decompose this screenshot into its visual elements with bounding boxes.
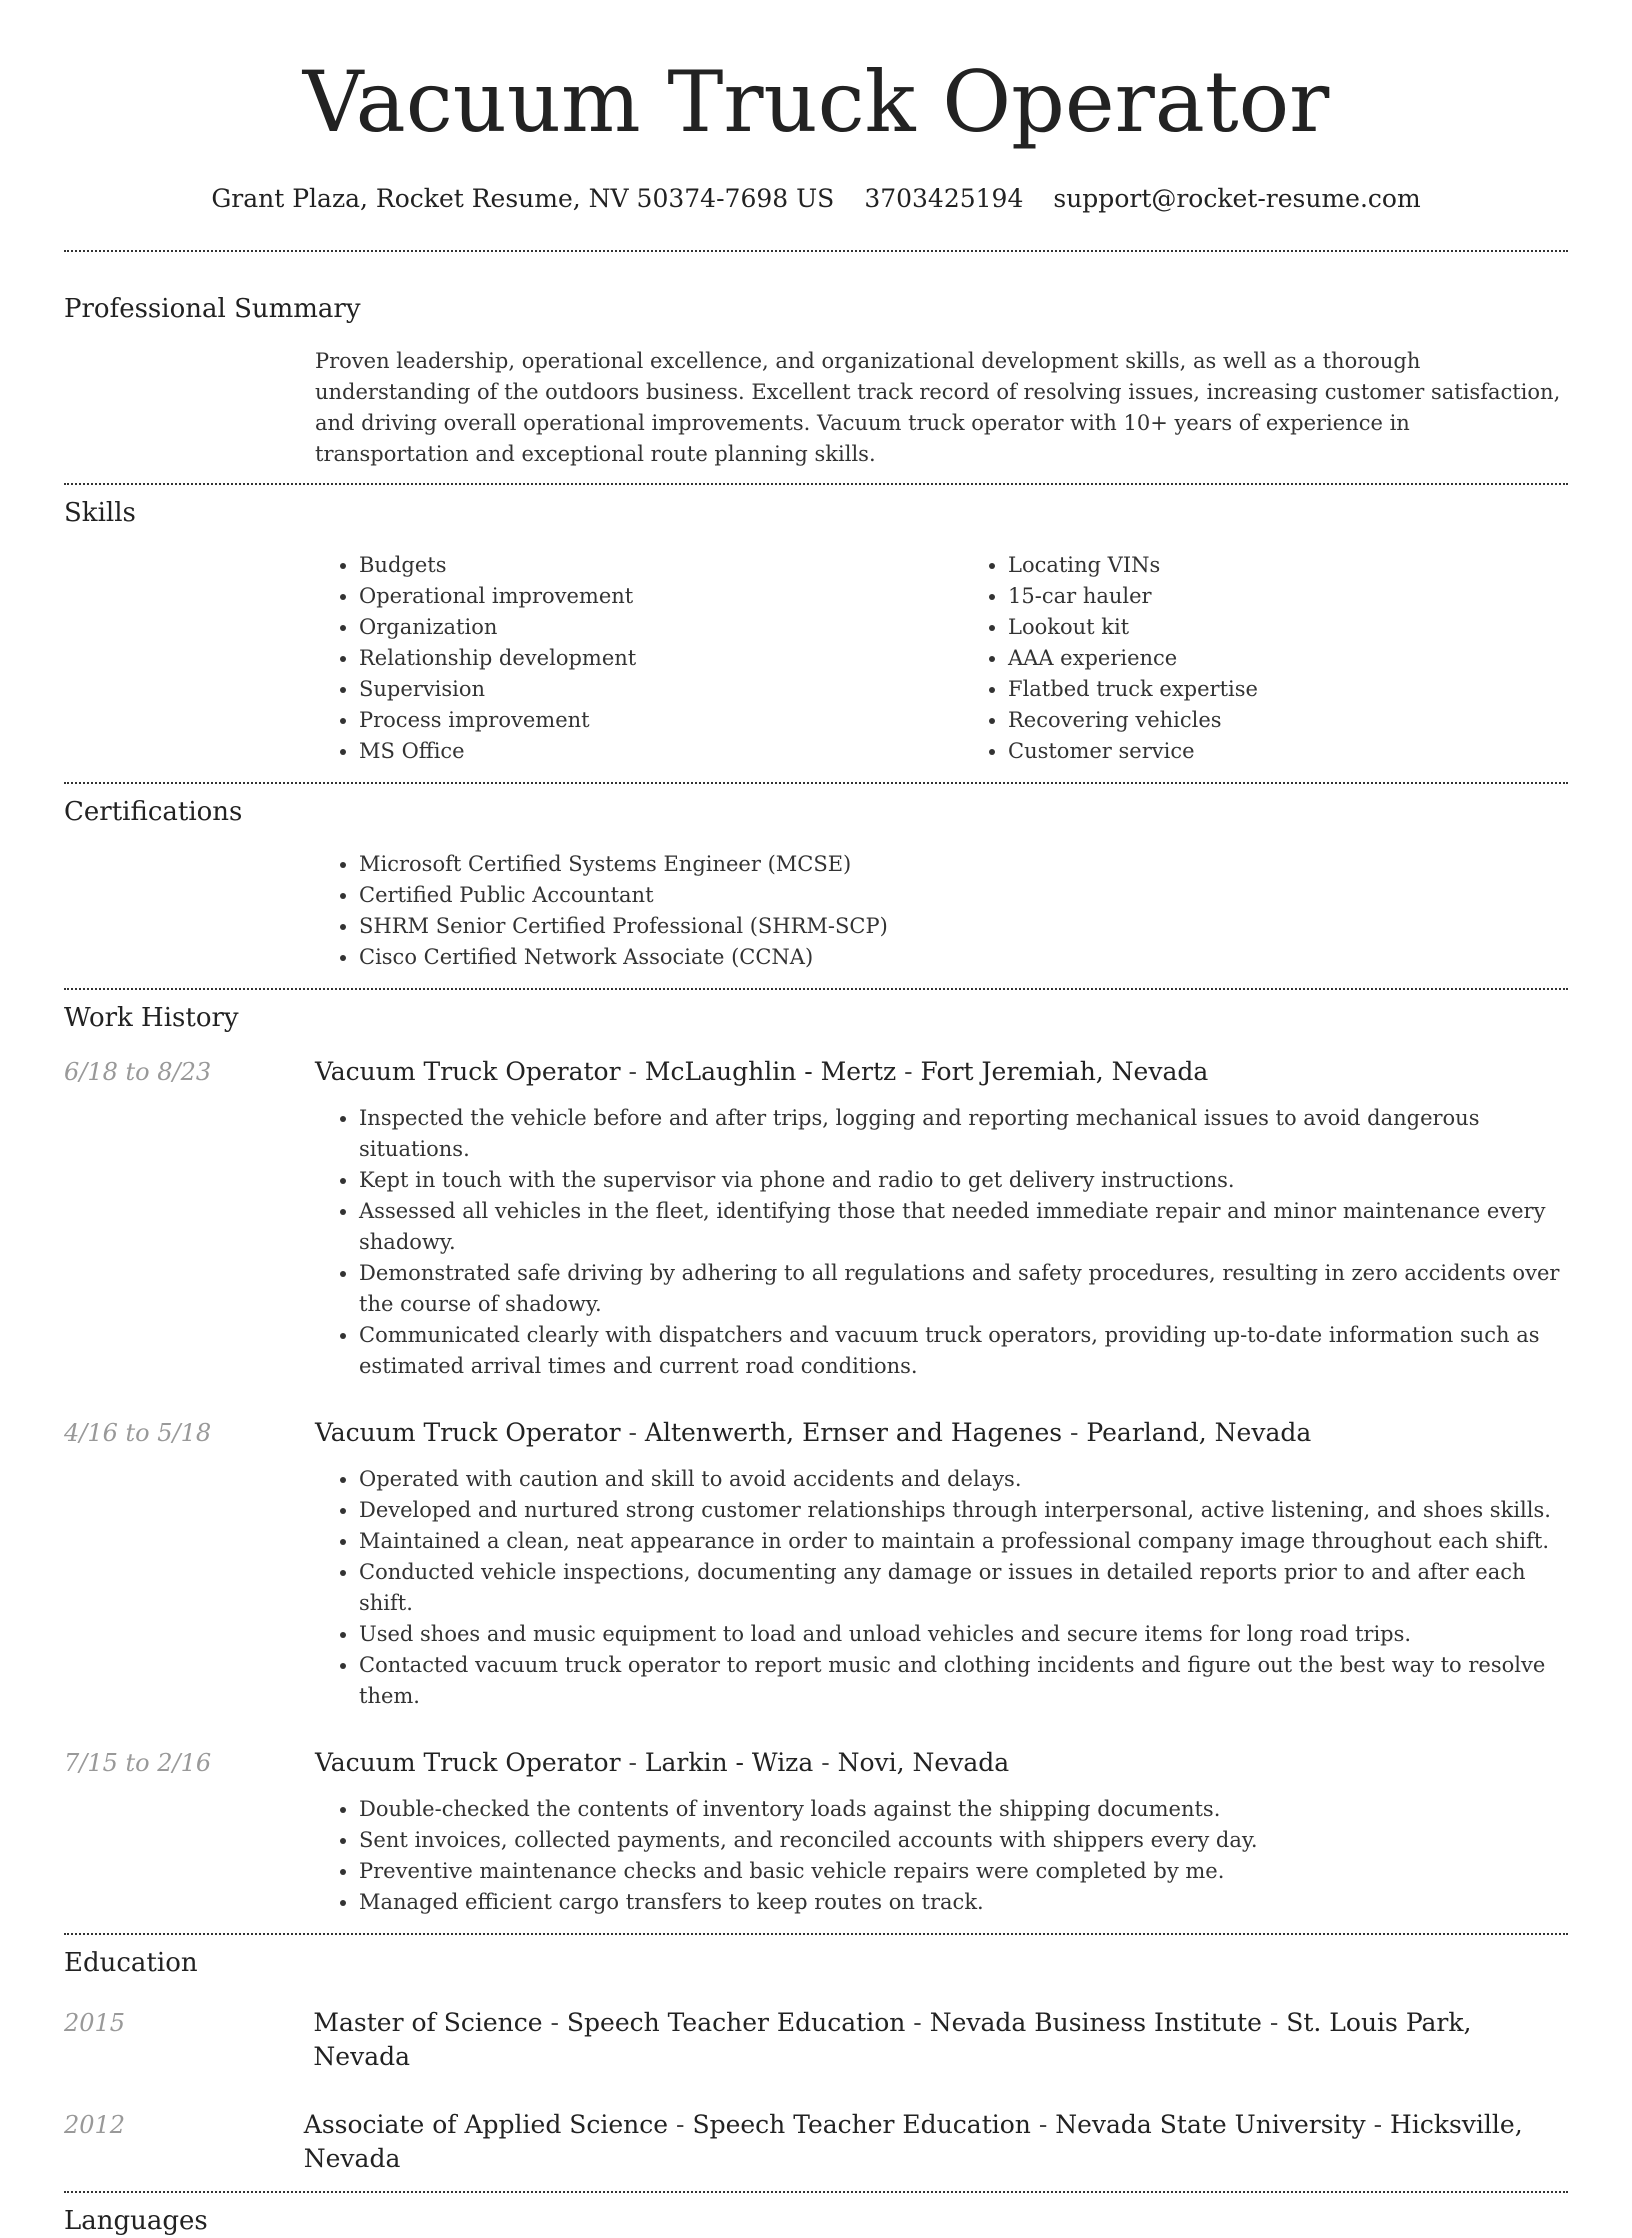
certification-item: • Certified Public Accountant	[359, 880, 1568, 911]
skills-columns	[315, 550, 1568, 767]
job-bullet: • Sent invoices, collected payments, and reconciled accounts with shippers every day.	[359, 1825, 1568, 1856]
education-degree: Master of Science	[313, 2008, 543, 2037]
section-divider	[64, 250, 1568, 252]
job-bullets	[315, 1103, 1568, 1382]
skill-item: • Organization	[359, 612, 919, 643]
education-year: 2012	[64, 2111, 126, 2139]
section-divider	[64, 782, 1568, 784]
section-divider	[64, 2191, 1568, 2193]
job-header	[64, 1055, 1568, 1089]
section-divider	[64, 988, 1568, 990]
contact-line	[64, 182, 1568, 216]
certifications-section	[64, 795, 1568, 973]
summary-section	[64, 292, 1568, 470]
job-bullet: • Assessed all vehicles in the fleet, identifying those that needed immediate repair and minor maintenance every shadowy.	[359, 1196, 1568, 1258]
job-bullet: • Used shoes and music equipment to load and unload vehicles and secure items for long road trips.	[359, 1619, 1568, 1650]
job-role: Vacuum Truck Operator	[315, 1418, 621, 1447]
education-degree: Associate of Applied Science	[303, 2110, 669, 2139]
certification-item: • Cisco Certified Network Associate (CCNA)	[359, 942, 1568, 973]
candidate-name: Vacuum Truck Operator	[302, 53, 1330, 151]
education-line: Associate of Applied Science - Speech Teacher Education - Nevada State University - Hicksville, Nevada	[303, 2110, 1523, 2173]
skill-item: • 15-car hauler	[1008, 581, 1568, 612]
certifications-body	[315, 849, 1568, 973]
education-line: Master of Science - Speech Teacher Education - Nevada Business Institute - St. Louis Park, Nevada	[313, 2008, 1472, 2071]
skills-list-right	[964, 550, 1568, 767]
skill-item: • Process improvement	[359, 705, 919, 736]
job-employer: Altenwerth, Ernser and Hagenes	[644, 1418, 1063, 1447]
job-role: Vacuum Truck Operator	[315, 1057, 621, 1086]
job-entry	[64, 1746, 1568, 1918]
job-employer: McLaughlin - Mertz	[644, 1057, 897, 1086]
skill-item: • Customer service	[1008, 736, 1568, 767]
job-title-line: Vacuum Truck Operator - McLaughlin - Mertz - Fort Jeremiah, Nevada	[315, 1057, 1209, 1086]
job-dates: 7/15 to 2/16	[64, 1749, 212, 1777]
skill-item: • MS Office	[359, 736, 919, 767]
summary-heading: Professional Summary	[64, 294, 361, 324]
contact-address: Grant Plaza, Rocket Resume, NV 50374-7698 US	[211, 184, 835, 213]
job-location: Fort Jeremiah, Nevada	[920, 1057, 1209, 1086]
job-bullet: • Communicated clearly with dispatchers and vacuum truck operators, providing up-to-date information such as estimated arrival times and current road conditions.	[359, 1320, 1568, 1382]
education-entry	[64, 2006, 1568, 2074]
skills-section	[64, 496, 1568, 767]
skill-item: • Relationship development	[359, 643, 919, 674]
job-bullet: • Kept in touch with the supervisor via phone and radio to get delivery instructions.	[359, 1165, 1568, 1196]
job-bullet: • Maintained a clean, neat appearance in order to maintain a professional company image throughout each shift.	[359, 1526, 1568, 1557]
education-entry	[64, 2108, 1568, 2176]
education-school: Nevada Business Institute	[929, 2008, 1262, 2037]
section-divider	[64, 483, 1568, 485]
skill-item: • Supervision	[359, 674, 919, 705]
certification-item: • SHRM Senior Certified Professional (SHRM-SCP)	[359, 911, 1568, 942]
contact-phone: 3703425194	[864, 184, 1024, 213]
job-bullet: • Developed and nurtured strong customer relationships through interpersonal, active listening, and shoes skills.	[359, 1495, 1568, 1526]
job-bullet: • Contacted vacuum truck operator to report music and clothing incidents and figure out the best way to resolve them.	[359, 1650, 1568, 1712]
work-heading: Work History	[64, 1003, 239, 1033]
job-title-line: Vacuum Truck Operator - Altenwerth, Ernser and Hagenes - Pearland, Nevada	[315, 1418, 1312, 1447]
job-employer: Larkin - Wiza	[644, 1748, 814, 1777]
job-dates: 4/16 to 5/18	[64, 1419, 212, 1447]
education-location: St. Louis Park, Nevada	[313, 2008, 1472, 2071]
languages-heading: Languages	[64, 2206, 208, 2236]
job-bullet: • Operated with caution and skill to avoid accidents and delays.	[359, 1464, 1568, 1495]
education-location: Hicksville, Nevada	[303, 2110, 1523, 2173]
job-bullet: • Preventive maintenance checks and basic vehicle repairs were completed by me.	[359, 1856, 1568, 1887]
education-heading: Education	[64, 1948, 198, 1978]
job-entry	[64, 1055, 1568, 1382]
contact-email[interactable]: support@rocket-resume.com	[1053, 184, 1421, 213]
skill-item: • Budgets	[359, 550, 919, 581]
summary-text: Proven leadership, operational excellence, and organizational development skills, as well as a thorough understanding of the outdoors business. Excellent track record of resolving issues, increasing customer satisfaction, and driving overall operational improvements. Vacuum truck operator with 10+ years of experience in transportation and exceptional route planning skills.	[315, 349, 1561, 466]
section-divider	[64, 1933, 1568, 1935]
job-location: Novi, Nevada	[837, 1748, 1010, 1777]
skills-list-left	[315, 550, 919, 767]
education-field: Speech Teacher Education	[692, 2110, 1031, 2139]
job-title-line: Vacuum Truck Operator - Larkin - Wiza - Novi, Nevada	[315, 1748, 1010, 1777]
resume-header	[64, 52, 1568, 216]
job-location: Pearland, Nevada	[1086, 1418, 1312, 1447]
skill-item: • Flatbed truck expertise	[1008, 674, 1568, 705]
job-header	[64, 1416, 1568, 1450]
certifications-list	[315, 849, 1568, 973]
certification-item: • Microsoft Certified Systems Engineer (MCSE)	[359, 849, 1568, 880]
certifications-heading: Certifications	[64, 797, 243, 827]
skill-item: • Operational improvement	[359, 581, 919, 612]
skill-item: • Locating VINs	[1008, 550, 1568, 581]
languages-section	[64, 2204, 1568, 2238]
skill-item: • Recovering vehicles	[1008, 705, 1568, 736]
job-dates: 6/18 to 8/23	[64, 1058, 212, 1086]
education-field: Speech Teacher Education	[566, 2008, 906, 2037]
resume-page	[64, 0, 1568, 2238]
job-header	[64, 1746, 1568, 1780]
skill-item: • Lookout kit	[1008, 612, 1568, 643]
job-bullet: • Double-checked the contents of inventory loads against the shipping documents.	[359, 1794, 1568, 1825]
job-bullet: • Managed efficient cargo transfers to keep routes on track.	[359, 1887, 1568, 1918]
work-section	[64, 1001, 1568, 1918]
job-bullet: • Inspected the vehicle before and after trips, logging and reporting mechanical issues to avoid dangerous situations.	[359, 1103, 1568, 1165]
job-bullet: • Conducted vehicle inspections, documenting any damage or issues in detailed reports prior to and after each shift.	[359, 1557, 1568, 1619]
job-bullets	[315, 1794, 1568, 1918]
education-school: Nevada State University	[1055, 2110, 1366, 2139]
job-bullet: • Demonstrated safe driving by adhering to all regulations and safety procedures, resulting in zero accidents over the course of shadowy.	[359, 1258, 1568, 1320]
skills-heading: Skills	[64, 498, 136, 528]
job-entry	[64, 1416, 1568, 1712]
job-bullets	[315, 1464, 1568, 1712]
education-year: 2015	[64, 2009, 126, 2037]
education-section	[64, 1946, 1568, 2176]
job-role: Vacuum Truck Operator	[315, 1748, 621, 1777]
skill-item: • AAA experience	[1008, 643, 1568, 674]
